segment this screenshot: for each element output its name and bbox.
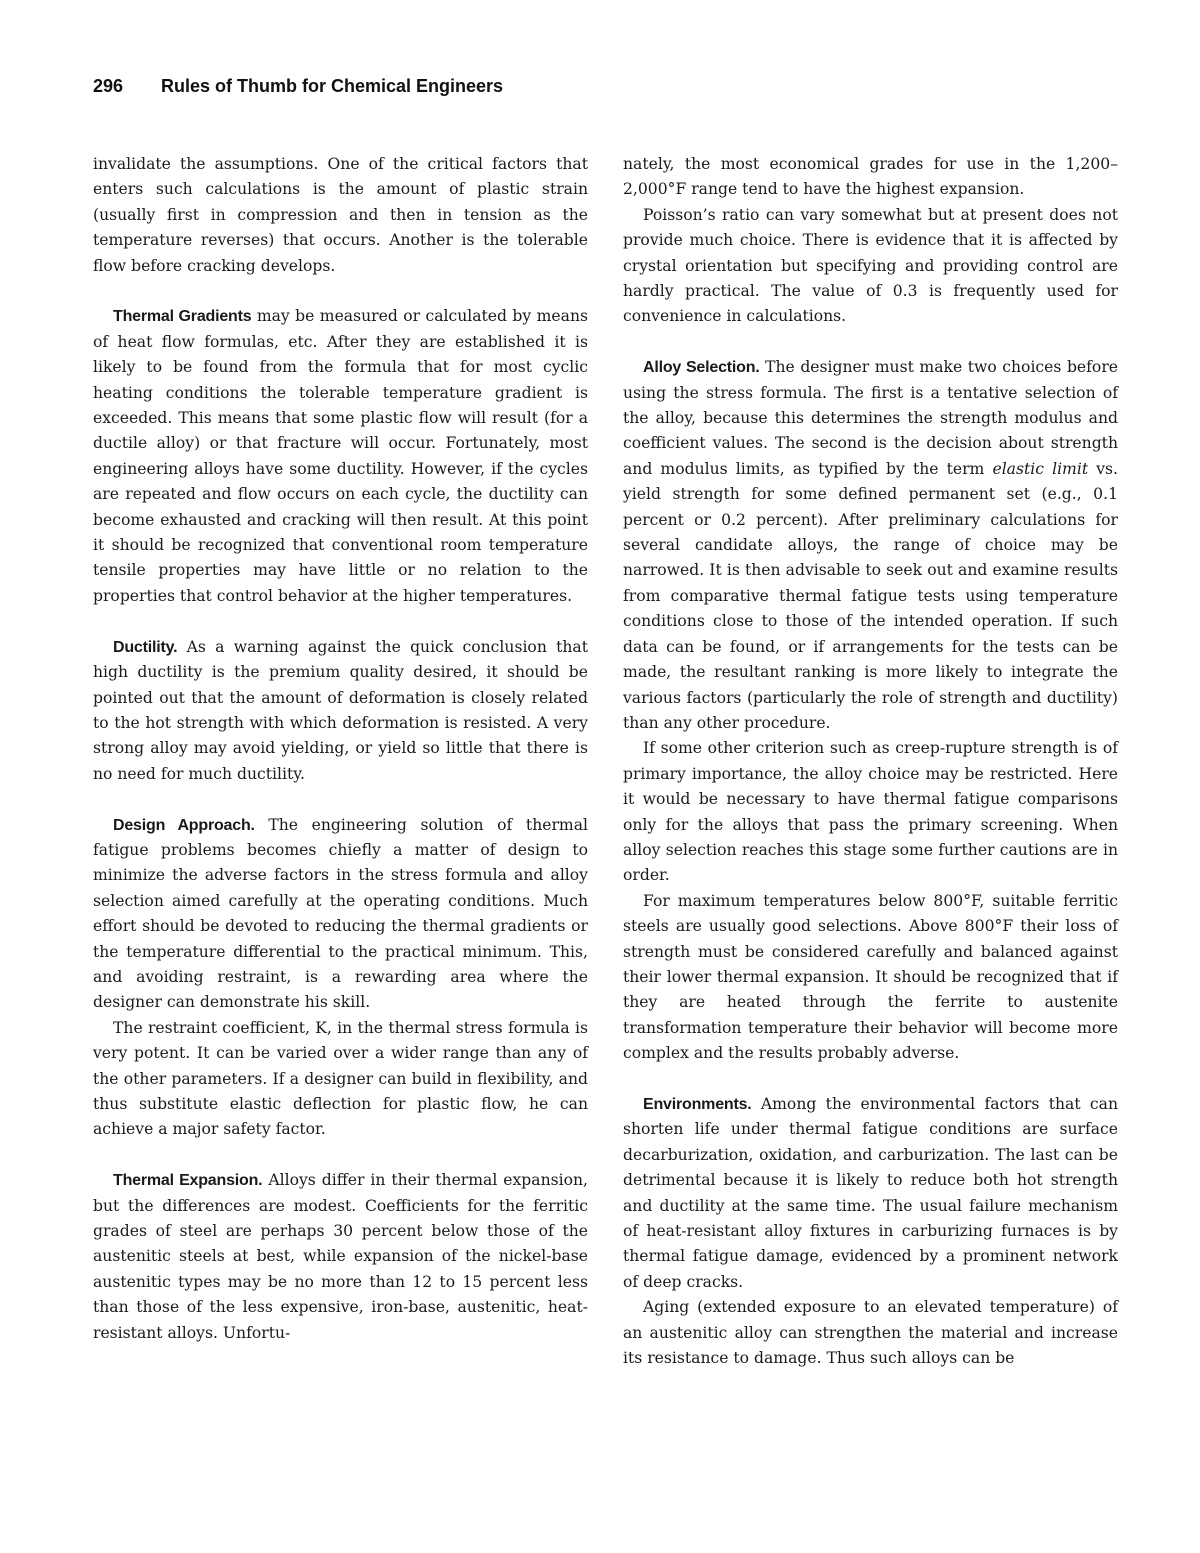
section-alloy-selection bbox=[623, 355, 1118, 736]
section-environments bbox=[623, 1092, 1118, 1295]
running-title: Rules of Thumb for Chemical Engineers bbox=[161, 76, 504, 96]
left-column bbox=[93, 152, 588, 1346]
heading-thermal-gradients: Thermal Gradients bbox=[113, 308, 252, 326]
paragraph-restraint-coefficient: The restraint coefficient, K, in the thermal stress formula is very potent. It can be varied over a wider range than any of the other parameters. If a designer can build in flexibility, and thus substitute elastic deflection for plastic flow, he can achieve a major safety factor. bbox=[93, 1018, 588, 1139]
paragraph-other-criterion: If some other criterion such as creep-rupture strength is of primary importance, the alloy choice may be restricted. Here it would be necessary to have thermal fatigue comparisons only for the alloys that pass the primary screening. When alloy selection reaches this stage some further cautions are in order. bbox=[623, 739, 1118, 885]
text-environments: Among the environmental factors that can shorten life under thermal fatigue conditions are surface decarburization, oxidation, and carburization. The last can be detrimental because it is likely to reduce both hot strength and ductility at the same time. The usual failure mechanism of heat-resistant alloy fixtures in carburizing furnaces is by thermal fatigue damage, evidenced by a prominent network of deep cracks. bbox=[623, 1095, 1118, 1291]
text-ductility: As a warning against the quick conclusion that high ductility is the premium quality desired, it should be pointed out that the amount of deformation is closely related to the hot strength with which deformation is resisted. A very strong alloy may avoid yielding, or yield so little that there is no need for much ductility. bbox=[93, 637, 588, 783]
heading-environments: Environments. bbox=[643, 1096, 752, 1113]
paragraph-continued-expansion: nately, the most economical grades for use in the 1,200–2,000°F range tend to have the highest expansion. bbox=[623, 155, 1118, 199]
paragraph-continued-assumptions: invalidate the assumptions. One of the critical factors that enters such calculations is the amount of plastic strain (usually first in compression and then in tension as the temperature reverses) that occurs. Another is the tolerable flow before cracking develops. bbox=[93, 155, 588, 275]
page-number: 296 bbox=[93, 76, 124, 96]
text-design-approach: The engineering solution of thermal fatigue problems becomes chiefly a matter of design to minimize the adverse factors in the stress formula and alloy selection aimed carefully at the operating conditions. Much effort should be devoted to reducing the thermal gradients or the temperature differential to the practical minimum. This, and avoiding restraint, is a rewarding area where the designer can demonstrate his skill. bbox=[93, 815, 588, 1012]
heading-design-approach: Design Approach. bbox=[113, 816, 255, 834]
heading-thermal-expansion: Thermal Expansion. bbox=[113, 1172, 263, 1190]
heading-alloy-selection: Alloy Selection. bbox=[643, 359, 760, 377]
text-alloy-selection-b: vs. yield strength for some defined permanent set (e.g., 0.1 percent or 0.2 percent). After preliminary calculations for several candidate alloys, the range of choice may be narrowed. It is then advisable to seek out and examine results from comparative thermal fatigue tests using temperature conditions close to those of the intended operation. If such data can be found, or if arrangements for the tests can be made, the resultant ranking is more likely to integrate the various factors (particularly the role of strength and ductility) than any other procedure. bbox=[623, 459, 1118, 732]
right-column bbox=[623, 152, 1118, 1371]
paragraph-poissons-ratio: Poisson’s ratio can vary somewhat but at present does not provide much choice. There is evidence that it is affected by crystal orientation but specifying and providing control are hardly practical. The value of 0.3 is frequently used for convenience in calculations. bbox=[623, 205, 1118, 326]
section-design-approach bbox=[93, 813, 588, 1016]
text-thermal-gradients: may be measured or calculated by means of heat flow formulas, etc. After they are established it is likely to be found from the formula that for most cyclic heating conditions the tolerable temperature gradient is exceeded. This means that some plastic flow will result (for a ductile alloy) or that fracture will occur. Fortunately, most engineering alloys have some ductility. However, if the cycles are repeated and flow occurs on each cycle, the ductility can become exhausted and cracking will then result. At this point it should be recognized that conventional room temperature tensile properties may have little or no relation to the properties that control behavior at the higher temperatures. bbox=[93, 307, 588, 605]
page-header bbox=[93, 76, 503, 97]
text-alloy-selection-a: The designer must make two choices before using the stress formula. The first is a tentative selection of the alloy, because this determines the strength modulus and coefficient values. The second is the decision about strength and modulus limits, as typified by the term bbox=[623, 358, 1118, 478]
term-elastic-limit: elastic limit bbox=[992, 459, 1089, 478]
section-thermal-expansion bbox=[93, 1168, 588, 1346]
paragraph-aging: Aging (extended exposure to an elevated temperature) of an austenitic alloy can strengthen the material and increase its resistance to damage. Thus such alloys can be bbox=[623, 1298, 1118, 1368]
section-ductility bbox=[93, 635, 588, 787]
text-thermal-expansion: Alloys differ in their thermal expansion, but the differences are modest. Coefficients for the ferritic grades of steel are perhaps 30 percent below those of the austenitic steels at best, while expansion of the nickel-base austenitic types may be no more than 12 to 15 percent less than those of the less expensive, iron-base, austenitic, heat-resistant alloys. Unfortu- bbox=[93, 1171, 588, 1342]
section-thermal-gradients bbox=[93, 304, 588, 609]
paragraph-max-temperatures: For maximum temperatures below 800°F, suitable ferritic steels are usually good selections. Above 800°F their loss of strength must be considered carefully and balanced against their lower thermal expansion. It should be recognized that if they are heated through the ferrite to austenite transformation temperature their behavior will become more complex and the results probably adverse. bbox=[623, 891, 1118, 1063]
heading-ductility: Ductility. bbox=[113, 638, 178, 656]
